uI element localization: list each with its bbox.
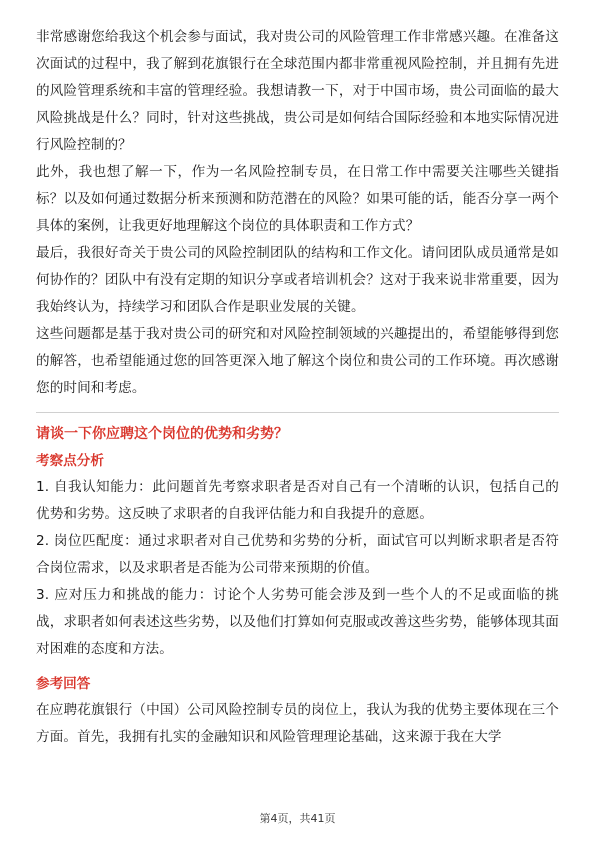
answer-heading: 参考回答	[36, 676, 91, 692]
document-page	[36, 24, 559, 751]
question-heading: 请谈一下你应聘这个岗位的优势和劣势？	[36, 426, 288, 442]
intro-paragraph-1: 非常感谢您给我这个机会参与面试，我对贵公司的风险管理工作非常感兴趣。在准备这次面试的过程中，我了解到花旗银行在全球范围内都非常重视风险控制，并且拥有先进的风险管理系统和丰富的管理经验。我想请教一下，对于中国市场，贵公司面临的最大风险挑战是什么？同时，针对这些挑战，贵公司是如何结合国际经验和本地实际情况进行风险控制的？	[36, 29, 559, 153]
intro-paragraph-2: 此外，我也想了解一下，作为一名风险控制专员，在日常工作中需要关注哪些关键指标？以及如何通过数据分析来预测和防范潜在的风险？如果可能的话，能否分享一两个具体的案例，让我更好地理解这个岗位的具体职责和工作方式？	[36, 164, 559, 234]
page-number-footer: 第4页，共41页	[259, 812, 336, 825]
analysis-heading: 考察点分析	[36, 453, 104, 469]
analysis-point-2: 2. 岗位匹配度：通过求职者对自己优势和劣势的分析，面试官可以判断求职者是否符合岗位需求，以及求职者是否能为公司带来预期的价值。	[36, 533, 559, 576]
answer-paragraph: 在应聘花旗银行（中国）公司风险控制专员的岗位上，我认为我的优势主要体现在三个方面。首先，我拥有扎实的金融知识和风险管理理论基础，这来源于我在大学	[36, 702, 559, 745]
section-divider	[36, 412, 559, 413]
analysis-point-1: 1. 自我认知能力：此问题首先考察求职者是否对自己有一个清晰的认识，包括自己的优势和劣势。这反映了求职者的自我评估能力和自我提升的意愿。	[36, 479, 559, 522]
intro-paragraph-4: 这些问题都是基于我对贵公司的研究和对风险控制领域的兴趣提出的，希望能够得到您的解答，也希望能通过您的回答更深入地了解这个岗位和贵公司的工作环境。再次感谢您的时间和考虑。	[36, 326, 559, 396]
analysis-point-3: 3. 应对压力和挑战的能力：讨论个人劣势可能会涉及到一些个人的不足或面临的挑战，求职者如何表述这些劣势，以及他们打算如何克服或改善这些劣势，能够体现其面对困难的态度和方法。	[36, 587, 559, 657]
intro-paragraph-3: 最后，我很好奇关于贵公司的风险控制团队的结构和工作文化。请问团队成员通常是如何协作的？团队中有没有定期的知识分享或者培训机会？这对于我来说非常重要，因为我始终认为，持续学习和团队合作是职业发展的关键。	[36, 245, 559, 315]
